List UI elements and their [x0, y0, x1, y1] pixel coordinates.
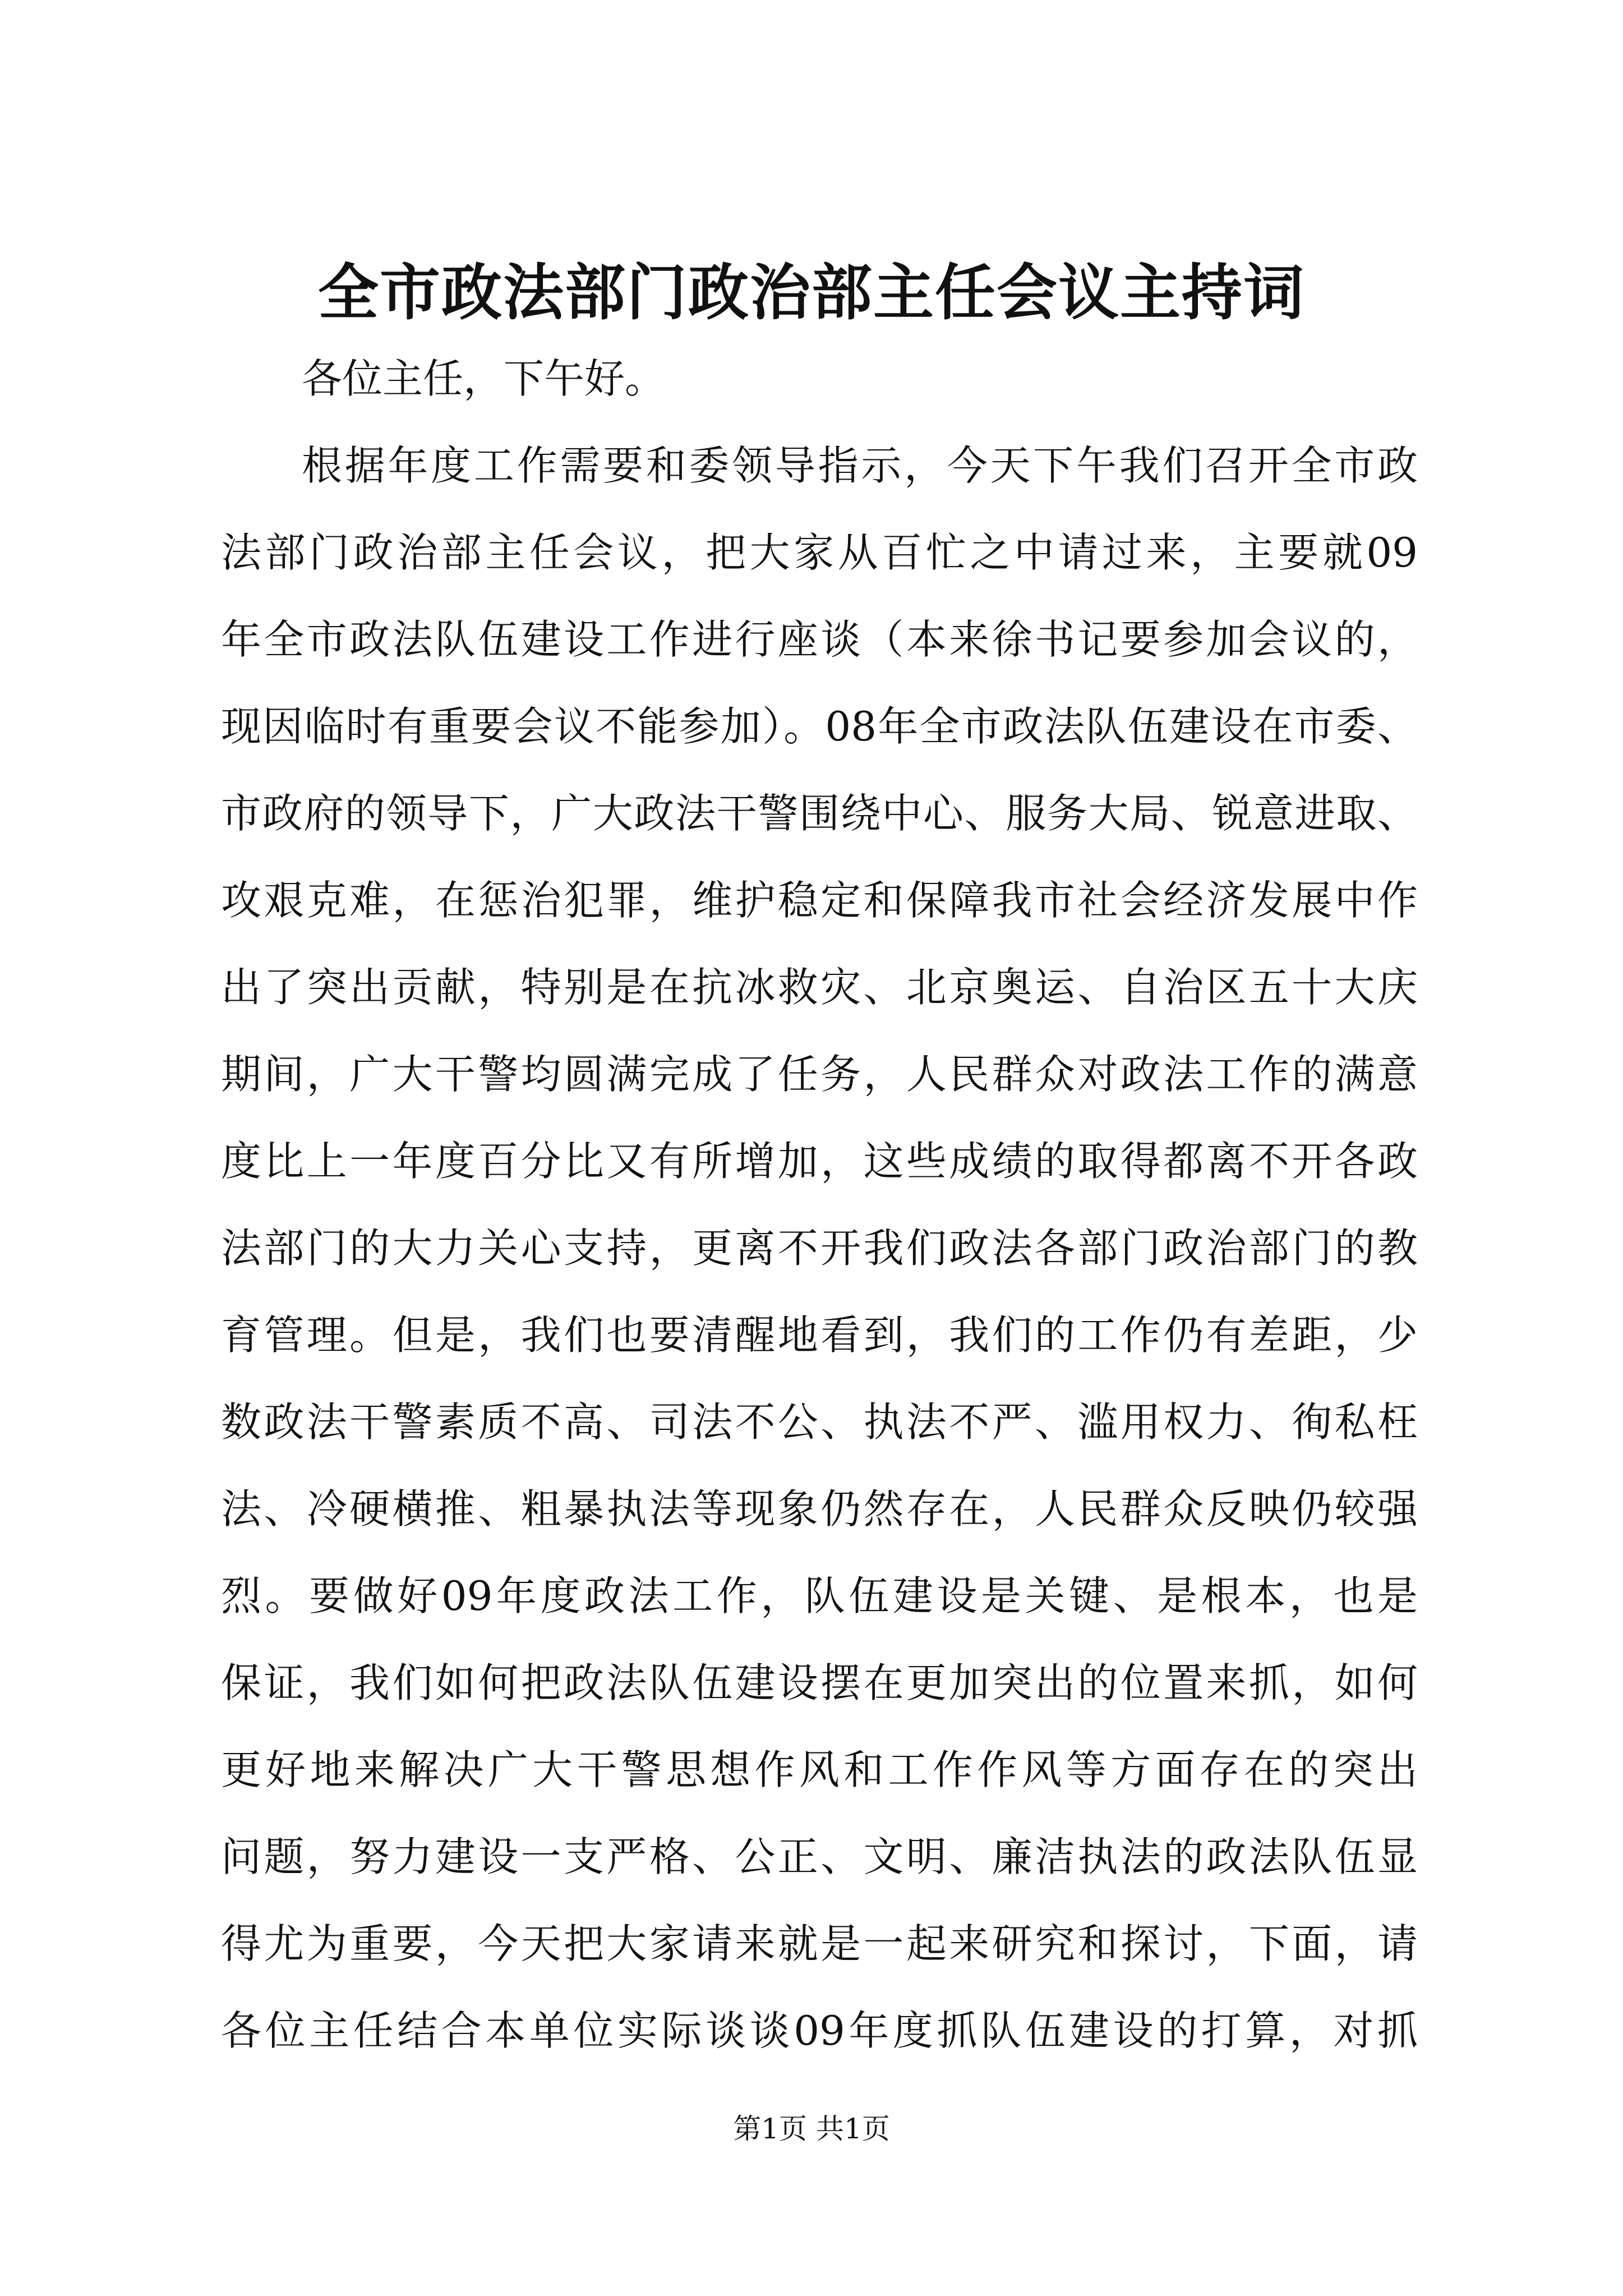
body-line: 法部门的大力关心支持，更离不开我们政法各部门政治部门的教 [221, 1225, 1418, 1272]
body-line: 数政法干警素质不高、司法不公、执法不严、滥用权力、徇私枉 [221, 1398, 1418, 1446]
body-line: 现因临时有重要会议不能参加）。08年全市政法队伍建设在市委、 [221, 703, 1418, 750]
body-line: 期间，广大干警均圆满完成了任务，人民群众对政法工作的满意 [221, 1051, 1418, 1098]
body-line: 度比上一年度百分比又有所增加，这些成绩的取得都离不开各政 [221, 1138, 1418, 1185]
body-line: 问题，努力建设一支严格、公正、文明、廉洁执法的政法队伍显 [221, 1833, 1418, 1880]
body-line: 法部门政治部主任会议，把大家从百忙之中请过来，主要就09 [221, 529, 1418, 576]
body-line: 法、冷硬横推、粗暴执法等现象仍然存在，人民群众反映仍较强 [221, 1485, 1418, 1533]
body-line: 根据年度工作需要和委领导指示，今天下午我们召开全市政 [302, 442, 1418, 489]
page-footer: 第1页 共1页 [733, 2113, 890, 2145]
body-line: 烈。要做好09年度政法工作，队伍建设是关键、是根本，也是 [221, 1572, 1418, 1619]
body-line: 出了突出贡献，特别是在抗冰救灾、北京奥运、自治区五十大庆 [221, 964, 1418, 1011]
body-line-greeting: 各位主任，下午好。 [302, 355, 666, 402]
document-body [221, 335, 1418, 2074]
body-line: 各位主任结合本单位实际谈谈09年度抓队伍建设的打算，对抓 [221, 2007, 1418, 2054]
body-line: 育管理。但是，我们也要清醒地看到，我们的工作仍有差距，少 [221, 1312, 1418, 1359]
document-title: 全市政法部门政治部主任会议主持词 [317, 257, 1305, 328]
body-line: 更好地来解决广大干警思想作风和工作作风等方面存在的突出 [221, 1746, 1418, 1793]
body-line: 得尤为重要，今天把大家请来就是一起来研究和探讨，下面，请 [221, 1920, 1418, 1967]
body-line: 市政府的领导下，广大政法干警围绕中心、服务大局、锐意进取、 [221, 790, 1418, 837]
body-line: 保证，我们如何把政法队伍建设摆在更加突出的位置来抓，如何 [221, 1659, 1418, 1706]
body-line: 年全市政法队伍建设工作进行座谈（本来徐书记要参加会议的， [221, 616, 1418, 663]
body-line: 攻艰克难，在惩治犯罪，维护稳定和保障我市社会经济发展中作 [221, 877, 1418, 924]
